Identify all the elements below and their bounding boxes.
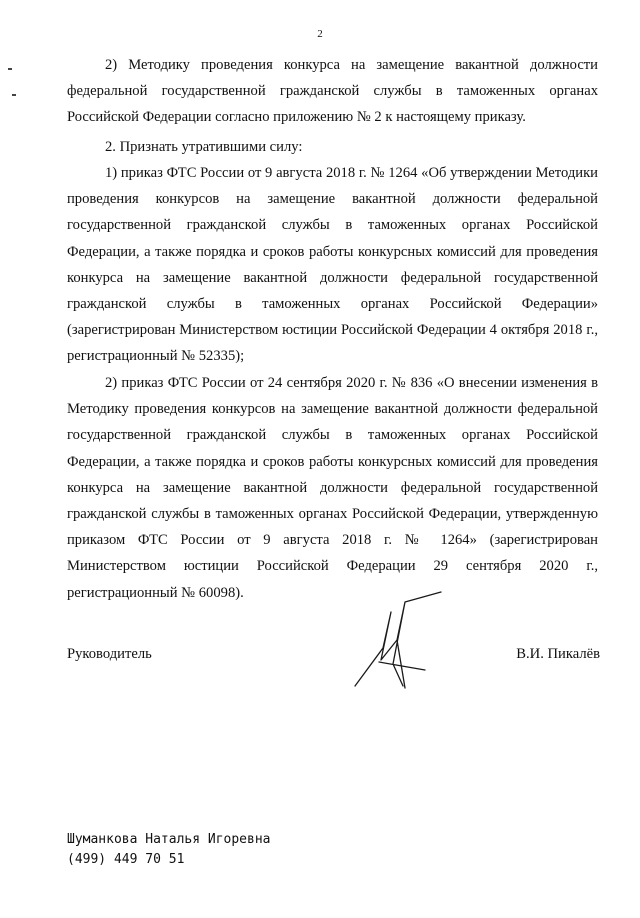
- paragraph-methodology-item: 2) Методику проведения конкурса на замещение вакантной должности федеральной государственной гражданской службы в таможенных органах Российской Федерации согласно приложению № 2 к настоящему приказу.: [67, 57, 598, 126]
- paragraph-repeal-item-2: 2) приказ ФТС России от 24 сентября 2020 г. № 836 «О внесении изменения в Методику проведения конкурсов на замещение вакантной должности федеральной государственной гражданской службы в таможенных органах Российской Федерации, а также порядка и сроков работы конкурсных комиссий для проведения конкурса на замещение вакантной должности федеральной государственной гражданской службы в таможенных органах Российской Федерации, утвержденную приказом ФТС России от 9 августа 2018 г. № 1264» (зарегистрирован Министерством юстиции Российской Федерации 29 сентября 2020 г., регистрационный № 60098).: [67, 375, 598, 601]
- executor-phone: (499) 449 70 51: [67, 852, 185, 867]
- signer-name: В.И. Пикалёв: [516, 646, 600, 662]
- signer-position: Руководитель: [67, 646, 152, 662]
- paragraph-repeal-heading: 2. Признать утратившими силу:: [105, 139, 303, 155]
- paragraph-repeal-item-1: 1) приказ ФТС России от 9 августа 2018 г. № 1264 «Об утверждении Методики проведения конкурсов на замещение вакантной должности федеральной государственной гражданской службы в таможенных органах Российской Федерации, а также порядка и сроков работы конкурсных комиссий для проведения конкурса на замещение вакантной должности федеральной государственной гражданской службы в таможенных органах Российской Федерации» (зарегистрирован Министерством юстиции Российской Федерации 4 октября 2018 г., регистрационный № 52335);: [67, 165, 598, 365]
- handwritten-signature: [345, 590, 455, 700]
- executor-name: Шуманкова Наталья Игоревна: [67, 832, 271, 847]
- executor-block: [67, 830, 271, 870]
- scan-mark: [12, 94, 16, 96]
- scan-mark: [8, 68, 12, 70]
- page-number: 2: [317, 28, 323, 40]
